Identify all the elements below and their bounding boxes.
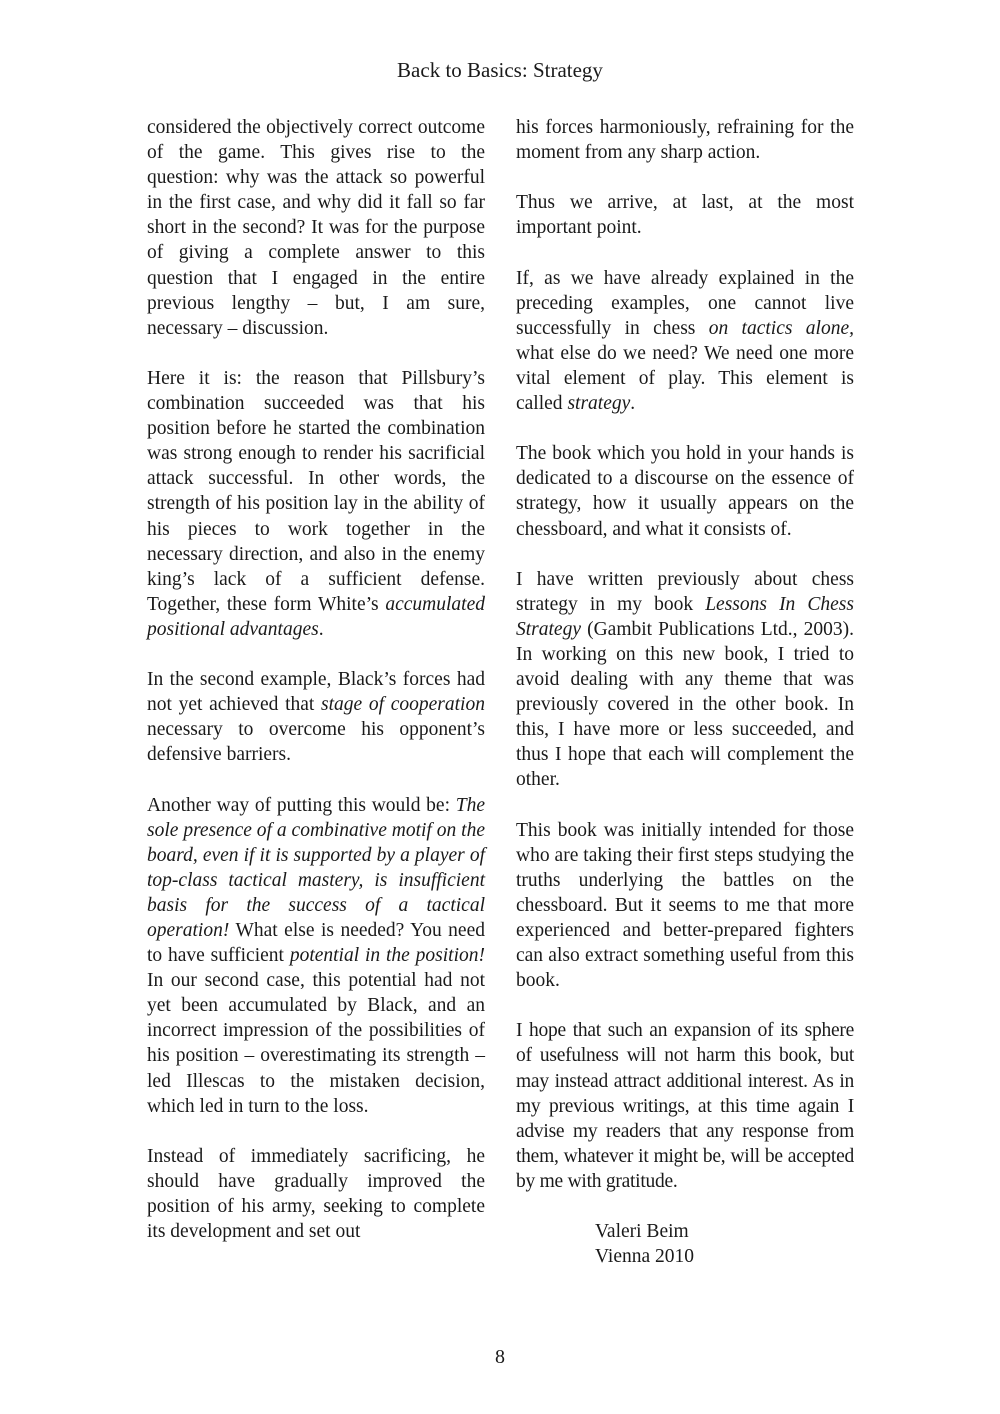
paragraph: his forces harmoniously, refraining for the moment from any sharp action. <box>516 117 854 164</box>
paragraph: If, as we have already explained in the preceding examples, one cannot live successfully in chess on tactics alone, what else do we need? We need one more vital element of play. This element is called strategy. <box>516 267 854 415</box>
right-column <box>516 115 854 1269</box>
running-header: Back to Basics: Strategy <box>397 58 603 82</box>
author-name: Valeri Beim <box>595 1221 689 1243</box>
emphasis: accumulated positional advantages <box>147 593 485 640</box>
paragraph: Another way of putting this would be: The sole presence of a combinative motif on the board, even if it is supported by a player of top-class tactical mastery, is insufficient basis for the success of a tactical operation! What else is needed? You need to have sufficient potential in the position! In our second case, this potential had not yet been accumulated by Black, and an incorrect impression of the possibilities of his position – overestimating its strength – led Illescas to the mistaken decision, which led in turn to the loss. <box>147 794 486 1117</box>
paragraph: The book which you hold in your hands is dedicated to a discourse on the essence of strategy, how it usually appears on the chessboard, and what it consists of. <box>516 443 854 540</box>
paragraph: Instead of immediately sacrificing, he should have gradually improved the position of his army, seeking to complete its development and set out <box>147 1145 485 1243</box>
paragraph: I have written previously about chess strategy in my book Lessons In Chess Strategy (Gambit Publications Ltd., 2003). In working on this new book, I tried to avoid dealing with any theme that was previously covered in the other book. In this, I have more or less succeeded, and thus I hope that each will complement the other. <box>516 568 854 791</box>
paragraph: I hope that such an expansion of its sphere of usefulness will not harm this book, but may instead attract additional interest. As in my previous writings, at this time again I advise my readers that any response from them, whatever it might be, will be accepted by me with gratitude. <box>516 1020 854 1192</box>
paragraph: This book was initially intended for those who are taking their first steps studying the truths underlying the battles on the chessboard. But it seems to me that more experienced and better-prepared fighters can also extract something useful from this book. <box>516 819 854 992</box>
book-title: Lessons In Chess Strategy <box>516 593 854 640</box>
left-column <box>147 115 485 1269</box>
emphasis: The sole presence of a combinative motif on the board, even if it is supported by a player of top-class tactical mastery, is insufficient basis for the success of a tactical operation! <box>147 794 485 941</box>
signature-block <box>595 1219 854 1269</box>
paragraph: In the second example, Black’s forces had not yet achieved that stage of cooperation necessary to overcome his opponent’s defensive barriers. <box>147 669 485 766</box>
emphasis: strategy <box>567 393 631 415</box>
emphasis: on tactics alone, <box>708 317 854 339</box>
page-number: 8 <box>495 1346 505 1368</box>
paragraph: Here it is: the reason that Pillsbury’s combination succeeded was that his position before he started the combination was strong enough to render his sacrificial attack successful. In other words, the strength of his position lay in the ability of his pieces to work together in the necessary direction, and also in the enemy king’s lack of a sufficient defense. Together, these form White’s accumulated positional advantages. <box>147 367 485 640</box>
paragraph: Thus we arrive, at last, at the most important point. <box>516 192 854 239</box>
paragraph: considered the objectively correct outcome of the game. This gives rise to the question: why was the attack so powerful in the first case, and why did it fall so far short in the second? It was for the purpose of giving a complete answer to this question that I engaged in the entire previous lengthy – but, I am sure, necessary – discussion. <box>147 117 485 339</box>
emphasis: potential in the position! <box>289 945 486 967</box>
emphasis: stage of cooperation <box>321 694 485 716</box>
place-date: Vienna 2010 <box>595 1246 695 1268</box>
